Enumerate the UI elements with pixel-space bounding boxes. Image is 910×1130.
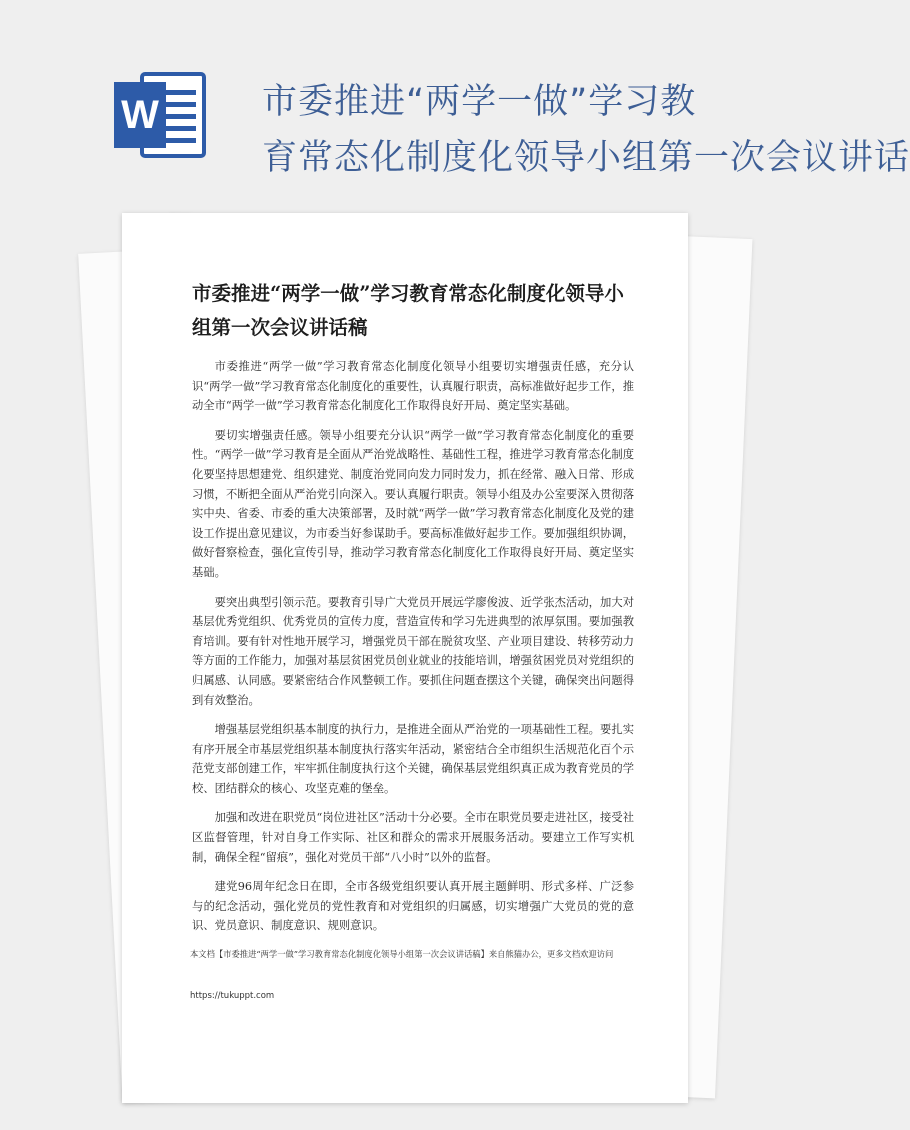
paragraph: 加强和改进在职党员“岗位进社区”活动十分必要。全市在职党员要走进社区，接受社区监督管理，针对自身工作实际、社区和群众的需求开展服务活动。要建立工作写实机制，确保全程“留痕”，强化对党员干部“八小时”以外的监督。 bbox=[192, 811, 634, 864]
paragraph: 增强基层党组织基本制度的执行力，是推进全面从严治党的一项基础性工程。要扎实有序开展全市基层党组织基本制度执行落实年活动，紧密结合全市组织生活规范化百个示范党支部创建工作，牢牢抓住制度执行这个关键，确保基层党组织真正成为教育党员的学校、团结群众的核心、攻坚克难的堡垒。 bbox=[192, 723, 634, 795]
paragraph: 要切实增强责任感。领导小组要充分认识“两学一做”学习教育常态化制度化的重要性。“两学一做”学习教育是全面从严治党战略性、基础性工程，推进学习教育常态化制度化要坚持思想建党、组织建党、制度治党同向发力同时发力，抓在经常、融入日常、形成习惯，不断把全面从严治党引向深入。要认真履行职责。领导小组及办公室要深入贯彻落实中央、省委、市委的重大决策部署，及时就“两学一做”学习教育常态化制度化及党的建设工作提出意见建议，为市委当好参谋助手。要高标准做好起步工作。要加强组织协调，做好督察检查，强化宣传引导，推动学习教育常态化制度化工作取得良好开局、奠定坚实基础。 bbox=[192, 428, 634, 579]
footer-url-link[interactable]: https://tukuppt.com bbox=[190, 991, 275, 1001]
paragraph: 市委推进“两学一做”学习教育常态化制度化领导小组要切实增强责任感，充分认识“两学一做”学习教育常态化制度化的重要性，认真履行职责，高标准做好起步工作，推动全市“两学一做”学习教育常态化制度化工作取得良好开局、奠定坚实基础。 bbox=[192, 360, 634, 413]
paragraph: 建党96周年纪念日在即，全市各级党组织要认真开展主题鲜明、形式多样、广泛参与的纪念活动，强化党员的党性教育和对党组织的归属感，切实增强广大党员的党的意识、党员意识、制度意识、规则意识。 bbox=[192, 880, 634, 933]
banner-title-line-2: 育常态化制度化领导小组第一次会议讲话 bbox=[262, 138, 910, 178]
word-icon-letter: W bbox=[121, 93, 159, 137]
document-page bbox=[122, 213, 688, 1103]
footer-note: 本文档【市委推进“两学一做”学习教育常态化制度化领导小组第一次会议讲话稿】来自熊猫办公，更多文档欢迎访问 bbox=[190, 949, 614, 959]
banner-title-line-1: 市委推进“两学一做”学习教 bbox=[262, 82, 697, 122]
document-body bbox=[192, 357, 634, 946]
word-document-icon bbox=[112, 66, 210, 162]
document-title: 市委推进“两学一做”学习教育常态化制度化领导小组第一次会议讲话稿 bbox=[192, 282, 624, 339]
paragraph: 要突出典型引领示范。要教育引导广大党员开展远学廖俊波、近学张杰活动，加大对基层优秀党组织、优秀党员的宣传力度，营造宣传和学习先进典型的浓厚氛围。要加强教育培训。要有针对性地开展学习，增强党员干部在脱贫攻坚、产业项目建设、转移劳动力等方面的工作能力，加强对基层贫困党员创业就业的技能培训，增强贫困党员对党组织的归属感、认同感。要紧密结合作风整顿工作。要抓住问题查摆这个关键，确保突出问题得到有效整治。 bbox=[192, 595, 634, 707]
